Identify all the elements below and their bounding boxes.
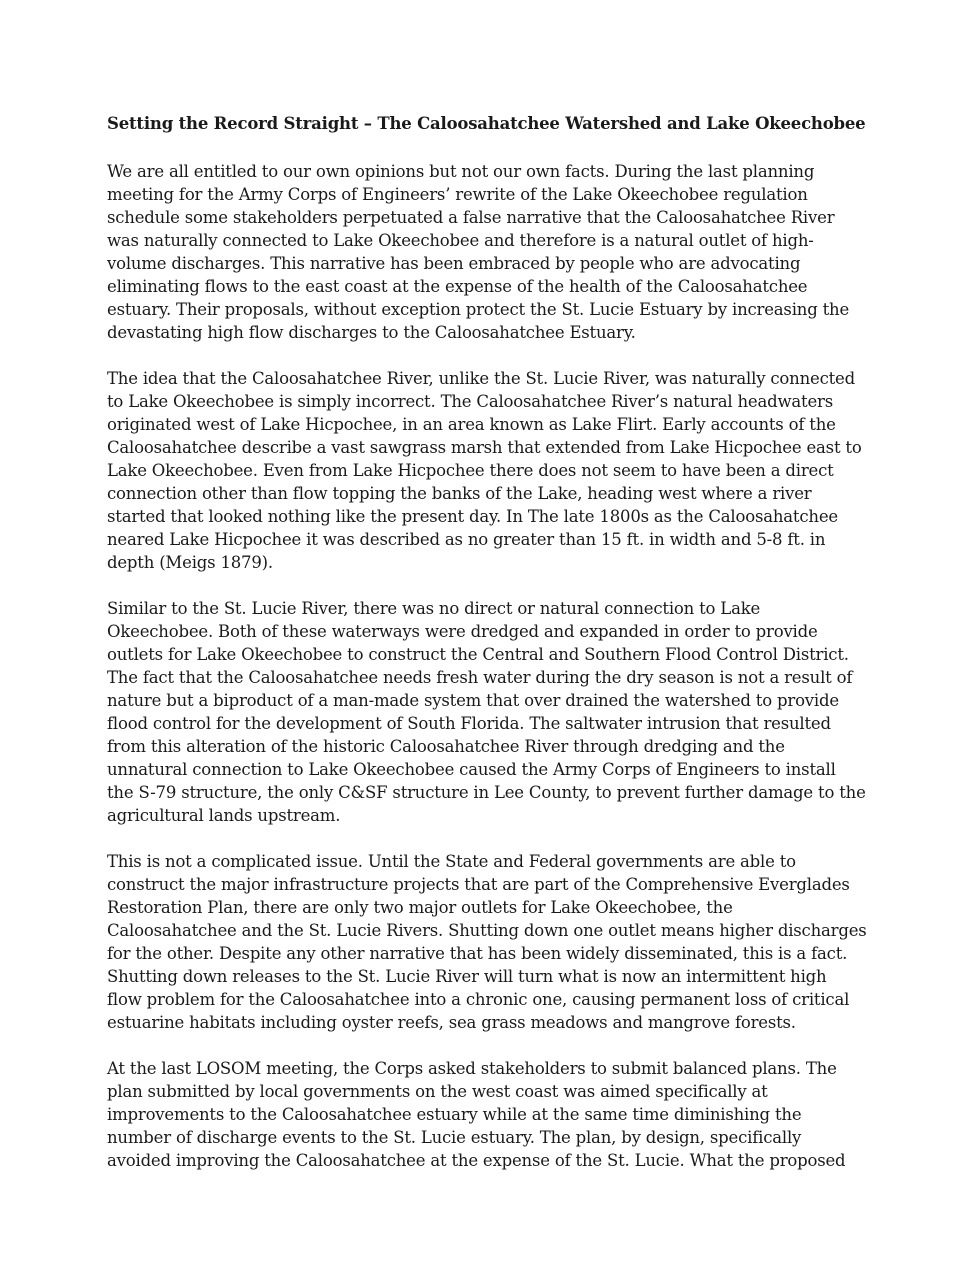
text-line: This is not a complicated issue. Until the State and Federal governments are able to xyxy=(107,852,796,871)
document-page xyxy=(107,112,872,1195)
paragraph xyxy=(107,1057,872,1172)
text-line: to Lake Okeechobee is simply incorrect. The Caloosahatchee River’s natural headwaters xyxy=(107,392,833,411)
text-line: schedule some stakeholders perpetuated a false narrative that the Caloosahatchee River xyxy=(107,208,835,227)
text-line: meeting for the Army Corps of Engineers’ rewrite of the Lake Okeechobee regulation xyxy=(107,185,808,204)
text-line: estuarine habitats including oyster reefs, sea grass meadows and mangrove forests. xyxy=(107,1013,796,1032)
text-line: outlets for Lake Okeechobee to construct the Central and Southern Flood Control District. xyxy=(107,645,849,664)
text-line: Similar to the St. Lucie River, there was no direct or natural connection to Lake xyxy=(107,599,761,618)
text-line: volume discharges. This narrative has been embraced by people who are advocating xyxy=(107,254,801,273)
text-line: improvements to the Caloosahatchee estuary while at the same time diminishing the xyxy=(107,1105,802,1124)
text-line: plan submitted by local governments on the west coast was aimed specifically at xyxy=(107,1082,768,1101)
text-line: Restoration Plan, there are only two major outlets for Lake Okeechobee, the xyxy=(107,898,733,917)
text-line: construct the major infrastructure projects that are part of the Comprehensive Everglades xyxy=(107,875,850,894)
text-line: At the last LOSOM meeting, the Corps asked stakeholders to submit balanced plans. The xyxy=(107,1059,837,1078)
text-line: devastating high flow discharges to the Caloosahatchee Estuary. xyxy=(107,323,636,342)
text-line: Shutting down releases to the St. Lucie River will turn what is now an intermittent high xyxy=(107,967,827,986)
text-line: The idea that the Caloosahatchee River, unlike the St. Lucie River, was naturally connected xyxy=(107,369,855,388)
text-line: connection other than flow topping the banks of the Lake, heading west where a river xyxy=(107,484,812,503)
text-line: the S-79 structure, the only C&SF structure in Lee County, to prevent further damage to the xyxy=(107,783,866,802)
text-line: flow problem for the Caloosahatchee into a chronic one, causing permanent loss of critical xyxy=(107,990,850,1009)
text-line: agricultural lands upstream. xyxy=(107,806,341,825)
text-line: for the other. Despite any other narrative that has been widely disseminated, this is a fact. xyxy=(107,944,848,963)
text-line: Caloosahatchee describe a vast sawgrass marsh that extended from Lake Hicpochee east to xyxy=(107,438,862,457)
text-line: Caloosahatchee and the St. Lucie Rivers. Shutting down one outlet means higher discharges xyxy=(107,921,867,940)
text-line: estuary. Their proposals, without exception protect the St. Lucie Estuary by increasing the xyxy=(107,300,850,319)
document-title: Setting the Record Straight – The Caloosahatchee Watershed and Lake Okeechobee xyxy=(107,114,866,133)
text-line: eliminating flows to the east coast at the expense of the health of the Caloosahatchee xyxy=(107,277,808,296)
text-line: number of discharge events to the St. Lucie estuary. The plan, by design, specifically xyxy=(107,1128,802,1147)
text-line: flood control for the development of South Florida. The saltwater intrusion that resulted xyxy=(107,714,831,733)
text-line: Okeechobee. Both of these waterways were dredged and expanded in order to provide xyxy=(107,622,818,641)
paragraph xyxy=(107,850,872,1034)
text-line: The fact that the Caloosahatchee needs fresh water during the dry season is not a result of xyxy=(107,668,853,687)
text-line: was naturally connected to Lake Okeechobee and therefore is a natural outlet of high- xyxy=(107,231,814,250)
paragraph xyxy=(107,367,872,574)
text-line: avoided improving the Caloosahatchee at the expense of the St. Lucie. What the proposed xyxy=(107,1151,846,1170)
text-line: We are all entitled to our own opinions but not our own facts. During the last planning xyxy=(107,162,815,181)
text-line: depth (Meigs 1879). xyxy=(107,553,273,572)
text-line: Lake Okeechobee. Even from Lake Hicpochee there does not seem to have been a direct xyxy=(107,461,834,480)
document-body xyxy=(107,160,872,1172)
text-line: started that looked nothing like the present day. In The late 1800s as the Caloosahatchee xyxy=(107,507,838,526)
paragraph xyxy=(107,160,872,344)
text-line: neared Lake Hicpochee it was described as no greater than 15 ft. in width and 5-8 ft. in xyxy=(107,530,826,549)
text-line: nature but a biproduct of a man-made system that over drained the watershed to provide xyxy=(107,691,839,710)
text-line: originated west of Lake Hicpochee, in an area known as Lake Flirt. Early accounts of the xyxy=(107,415,836,434)
text-line: from this alteration of the historic Caloosahatchee River through dredging and the xyxy=(107,737,785,756)
text-line: unnatural connection to Lake Okeechobee caused the Army Corps of Engineers to install xyxy=(107,760,836,779)
paragraph xyxy=(107,597,872,827)
